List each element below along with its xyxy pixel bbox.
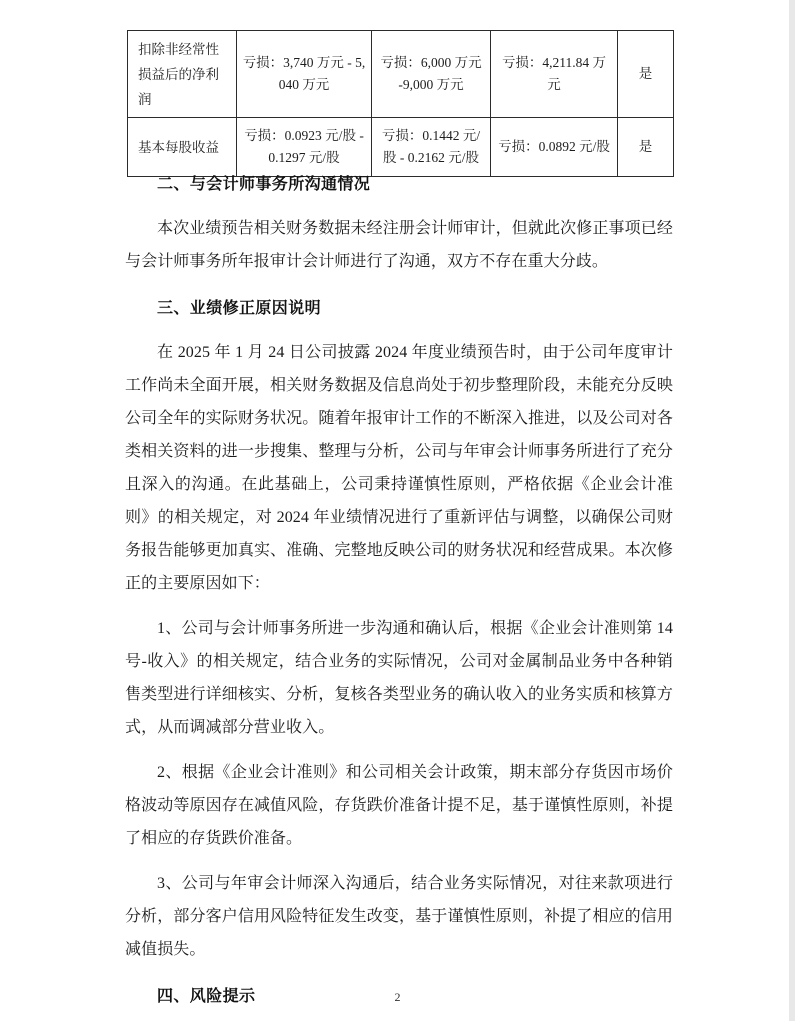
section-three-reason-3: 3、公司与年审会计师深入沟通后，结合业务实际情况，对往来款项进行分析，部分客户信用风险特征发生改变，基于谨慎性原则，补提了相应的信用减值损失。 (125, 875, 673, 958)
table-cell-revised: 亏损：0.0923 元/股 - 0.1297 元/股 (237, 118, 372, 177)
table-cell-actual: 亏损：0.0892 元/股 (491, 118, 618, 177)
table-row (128, 31, 674, 118)
section-heading-two: 二、与会计师事务所沟通情况 (157, 176, 371, 193)
document-body (0, 168, 795, 1013)
section-two-paragraph-1: 本次业绩预告相关财务数据未经注册会计师审计，但就此次修正事项已经与会计师事务所年报审计会计师进行了沟通，双方不存在重大分歧。 (125, 220, 673, 270)
table-cell-flag: 是 (618, 31, 674, 118)
table-cell-original: 亏损：0.1442 元/股 - 0.2162 元/股 (372, 118, 491, 177)
table-cell-revised: 亏损：3,740 万元 - 5,040 万元 (237, 31, 372, 118)
section-three-paragraph-1: 在 2025 年 1 月 24 日公司披露 2024 年度业绩预告时，由于公司年度审计工作尚未全面开展，相关财务数据及信息尚处于初步整理阶段，未能充分反映公司全年的实际财务状况。随着年报审计工作的不断深入推进，以及公司对各类相关资料的进一步搜集、整理与分析，公司与年审会计师事务所进行了充分且深入的沟通。在此基础上，公司秉持谨慎性原则，严格依据《企业会计准则》的相关规定，对 2024 年业绩情况进行了重新评估与调整，以确保公司财务报告能够更加真实、准确、完整地反映公司的财务状况和经营成果。本次修正的主要原因如下： (125, 344, 673, 592)
section-three-reason-2: 2、根据《企业会计准则》和公司相关会计政策，期末部分存货因市场价格波动等原因存在减值风险，存货跌价准备计提不足，基于谨慎性原则，补提了相应的存货跌价准备。 (125, 764, 673, 847)
page-number: 2 (394, 990, 401, 1004)
section-heading-four: 四、风险提示 (157, 988, 256, 1005)
table-cell-label: 扣除非经常性损益后的净利润 (128, 31, 237, 118)
financial-forecast-table (127, 30, 673, 177)
table-cell-original: 亏损：6,000 万元 -9,000 万元 (372, 31, 491, 118)
table-cell-actual: 亏损：4,211.84 万元 (491, 31, 618, 118)
table-cell-flag: 是 (618, 118, 674, 177)
section-three-reason-1: 1、公司与会计师事务所进一步沟通和确认后，根据《企业会计准则第 14 号-收入》的相关规定，结合业务的实际情况，公司对金属制品业务中各种销售类型进行详细核实、分析，复核各类型业务的确认收入的业务实质和核算方式，从而调减部分营业收入。 (125, 620, 673, 736)
section-heading-three: 三、业绩修正原因说明 (157, 300, 322, 317)
table-cell-label: 基本每股收益 (128, 118, 237, 177)
